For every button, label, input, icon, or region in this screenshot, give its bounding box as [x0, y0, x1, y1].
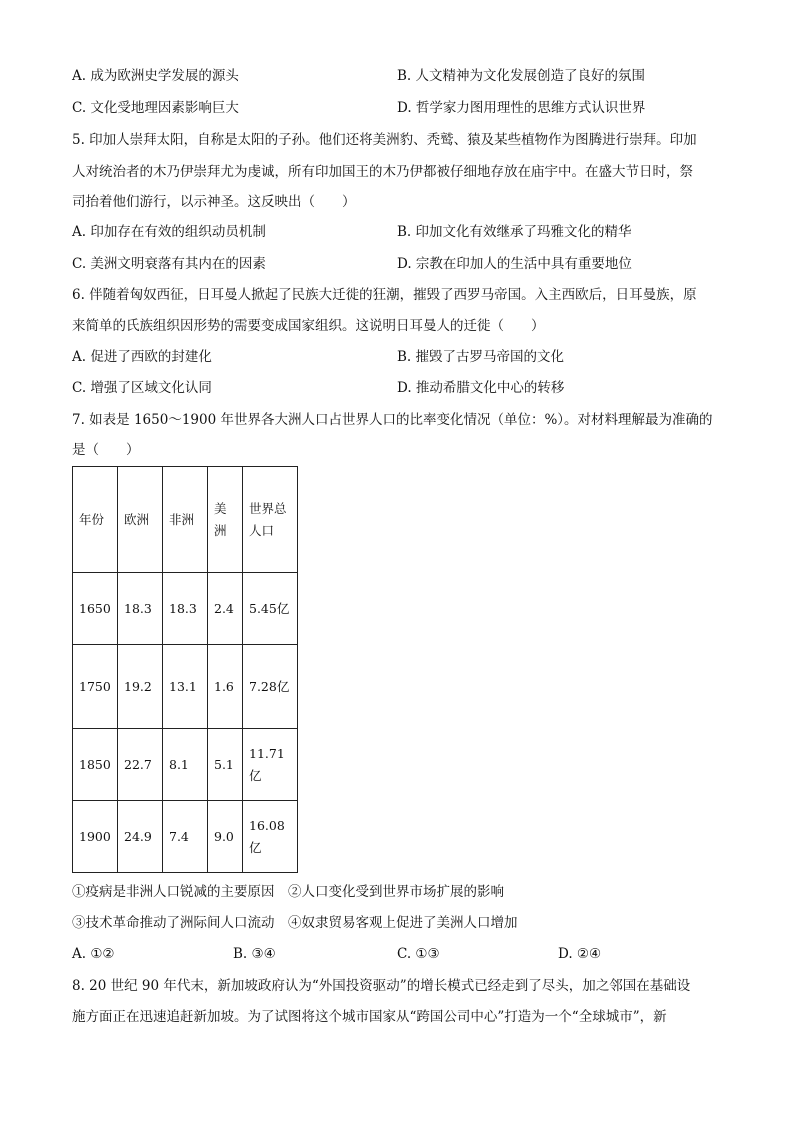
cell-year: 1650	[73, 573, 118, 645]
q5-option-a: A. 印加存在有效的组织动员机制	[72, 224, 266, 240]
cell-africa: 18.3	[163, 573, 208, 645]
q8-stem-line-2: 施方面正在迅速追赶新加坡。为了试图将这个城市国家从“跨国公司中心”打造为一个“全球城市”，新	[72, 1009, 667, 1025]
header-africa: 非洲	[163, 467, 208, 573]
q6-option-a: A. 促进了西欧的封建化	[72, 349, 212, 365]
q6-stem-line-2: 来简单的氏族组织因形势的需要变成国家组织。这说明日耳曼人的迁徙（ ）	[72, 318, 545, 334]
table-row	[73, 573, 298, 645]
q8-stem-line-1: 8. 20 世纪 90 年代末，新加坡政府认为“外国投资驱动”的增长模式已经走到了尽头，加之邻国在基础设	[72, 978, 691, 994]
q5-stem-line-2: 人对统治者的木乃伊崇拜尤为虔诚，所有印加国王的木乃伊都被仔细地存放在庙宇中。在盛大节日时，祭	[72, 164, 693, 180]
cell-americas: 5.1	[208, 729, 243, 801]
cell-world: 7.28亿	[243, 645, 298, 729]
cell-americas: 9.0	[208, 801, 243, 873]
table-row	[73, 645, 298, 729]
q5-option-c: C. 美洲文明衰落有其内在的因素	[72, 256, 266, 272]
q4-option-b: B. 人文精神为文化发展创造了良好的氛围	[397, 68, 646, 84]
cell-year: 1750	[73, 645, 118, 729]
cell-europe: 19.2	[118, 645, 163, 729]
q5-option-d: D. 宗教在印加人的生活中具有重要地位	[397, 256, 632, 272]
cell-world: 11.71亿	[243, 729, 298, 801]
table-header-row	[73, 467, 298, 573]
header-year: 年份	[73, 467, 118, 573]
q5-stem-line-1: 5. 印加人崇拜太阳，自称是太阳的子孙。他们还将美洲豹、秃鹫、猿及某些植物作为图腾进行崇拜。印加	[72, 132, 697, 148]
cell-europe: 18.3	[118, 573, 163, 645]
q7-statements-line-1: ①疫病是非洲人口锐减的主要原因 ②人口变化受到世界市场扩展的影响	[72, 884, 504, 900]
q6-option-b: B. 摧毁了古罗马帝国的文化	[397, 349, 565, 365]
cell-americas: 2.4	[208, 573, 243, 645]
q4-option-c: C. 文化受地理因素影响巨大	[72, 100, 239, 116]
q7-option-b: B. ③④	[233, 946, 276, 962]
q7-stem-line-2: 是（ ）	[72, 442, 140, 458]
q6-stem-line-1: 6. 伴随着匈奴西征，日耳曼人掀起了民族大迁徙的狂潮，摧毁了西罗马帝国。入主西欧后，日耳曼族，原	[72, 287, 697, 303]
q4-option-d: D. 哲学家力图用理性的思维方式认识世界	[397, 100, 646, 116]
q5-option-b: B. 印加文化有效继承了玛雅文化的精华	[397, 224, 632, 240]
cell-year: 1900	[73, 801, 118, 873]
cell-europe: 24.9	[118, 801, 163, 873]
cell-world: 5.45亿	[243, 573, 298, 645]
cell-europe: 22.7	[118, 729, 163, 801]
q6-option-c: C. 增强了区域文化认同	[72, 380, 212, 396]
population-table	[72, 466, 298, 873]
cell-africa: 13.1	[163, 645, 208, 729]
header-europe: 欧洲	[118, 467, 163, 573]
cell-africa: 7.4	[163, 801, 208, 873]
q7-option-d: D. ②④	[558, 946, 602, 962]
table-row	[73, 801, 298, 873]
cell-year: 1850	[73, 729, 118, 801]
cell-africa: 8.1	[163, 729, 208, 801]
q7-stem-line-1: 7. 如表是 1650～1900 年世界各大洲人口占世界人口的比率变化情况（单位：%）。对材料理解最为准确的	[72, 412, 713, 428]
cell-world: 16.08亿	[243, 801, 298, 873]
header-americas: 美洲	[208, 467, 243, 573]
q7-option-c: C. ①③	[397, 946, 440, 962]
q7-statements-line-2: ③技术革命推动了洲际间人口流动 ④奴隶贸易客观上促进了美洲人口增加	[72, 915, 518, 931]
cell-americas: 1.6	[208, 645, 243, 729]
header-world-population: 世界总人口	[243, 467, 298, 573]
q7-option-a: A. ①②	[72, 946, 115, 962]
q6-option-d: D. 推动希腊文化中心的转移	[397, 380, 565, 396]
q5-stem-line-3: 司抬着他们游行，以示神圣。这反映出（ ）	[72, 194, 356, 210]
table-row	[73, 729, 298, 801]
q4-option-a: A. 成为欧洲史学发展的源头	[72, 68, 239, 84]
